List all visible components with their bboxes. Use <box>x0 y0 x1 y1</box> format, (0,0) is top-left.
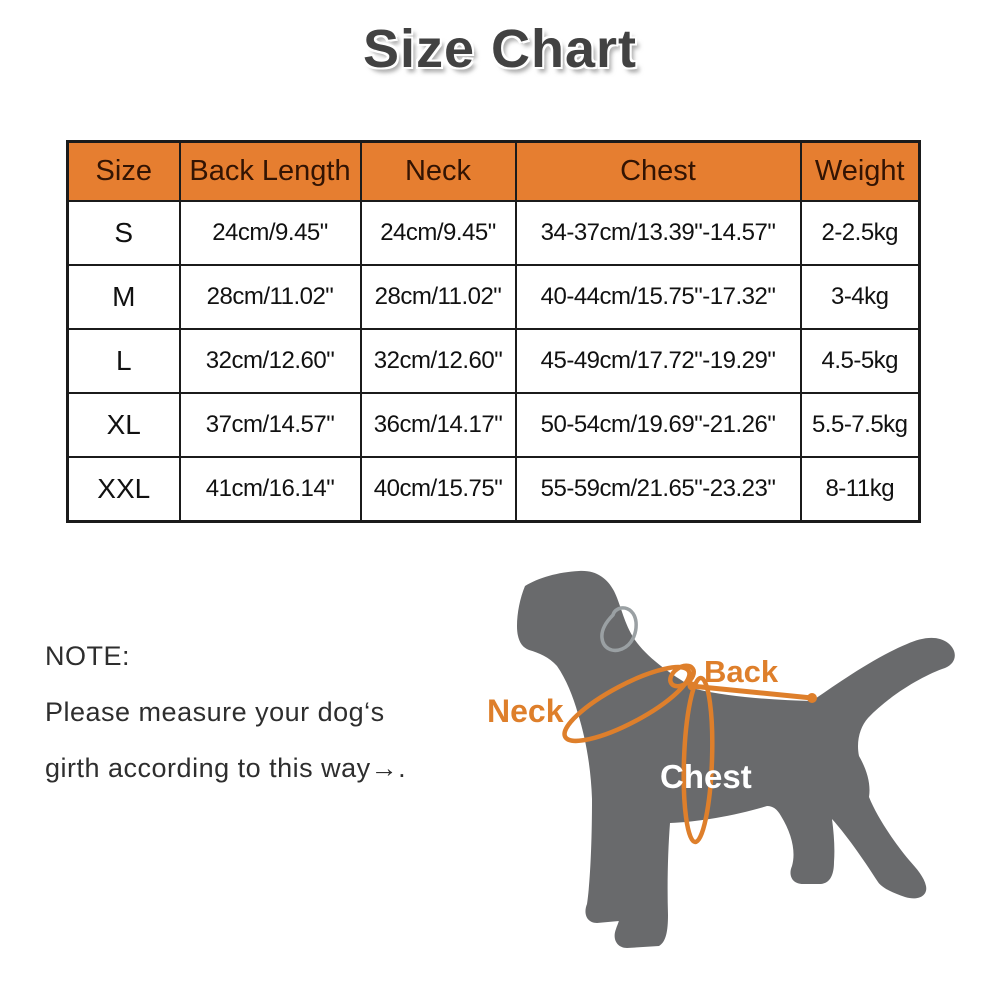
cell-neck: 36cm/14.17" <box>361 393 516 457</box>
table-row-xxl <box>68 457 920 522</box>
table-row-s <box>68 201 920 265</box>
header-chest: Chest <box>516 142 801 202</box>
note-heading: NOTE: <box>45 641 131 671</box>
cell-size: S <box>68 201 180 265</box>
header-neck: Neck <box>361 142 516 202</box>
cell-weight: 5.5-7.5kg <box>801 393 920 457</box>
cell-size: L <box>68 329 180 393</box>
measurement-note <box>45 628 406 796</box>
cell-size: XXL <box>68 457 180 522</box>
dog-measurement-diagram <box>430 545 970 1000</box>
neck-label: Neck <box>487 693 564 729</box>
page-title: Size Chart <box>362 19 638 79</box>
header-size: Size <box>68 142 180 202</box>
cell-weight: 8-11kg <box>801 457 920 522</box>
cell-chest: 40-44cm/15.75"-17.32" <box>516 265 801 329</box>
cell-back-length: 28cm/11.02" <box>180 265 361 329</box>
cell-weight: 3-4kg <box>801 265 920 329</box>
cell-weight: 4.5-5kg <box>801 329 920 393</box>
cell-weight: 2-2.5kg <box>801 201 920 265</box>
cell-size: XL <box>68 393 180 457</box>
table-header-row <box>68 142 920 202</box>
cell-chest: 34-37cm/13.39"-14.57" <box>516 201 801 265</box>
cell-neck: 40cm/15.75" <box>361 457 516 522</box>
cell-neck: 28cm/11.02" <box>361 265 516 329</box>
note-line-2: girth according to this way→. <box>45 753 407 783</box>
back-line-end-dot <box>807 693 817 703</box>
cell-chest: 45-49cm/17.72"-19.29" <box>516 329 801 393</box>
header-weight: Weight <box>801 142 920 202</box>
cell-back-length: 41cm/16.14" <box>180 457 361 522</box>
cell-back-length: 37cm/14.57" <box>180 393 361 457</box>
cell-neck: 32cm/12.60" <box>361 329 516 393</box>
back-label: Back <box>704 654 779 689</box>
size-table <box>66 140 918 523</box>
table-row-m <box>68 265 920 329</box>
cell-chest: 50-54cm/19.69"-21.26" <box>516 393 801 457</box>
chest-label: Chest <box>660 758 752 795</box>
note-line-1: Please measure your dog‘s <box>45 697 385 727</box>
cell-back-length: 24cm/9.45" <box>180 201 361 265</box>
cell-chest: 55-59cm/21.65"-23.23" <box>516 457 801 522</box>
header-back-length: Back Length <box>180 142 361 202</box>
cell-neck: 24cm/9.45" <box>361 201 516 265</box>
cell-back-length: 32cm/12.60" <box>180 329 361 393</box>
table-row-xl <box>68 393 920 457</box>
table-row-l <box>68 329 920 393</box>
cell-size: M <box>68 265 180 329</box>
back-line-start-dot <box>688 682 697 691</box>
